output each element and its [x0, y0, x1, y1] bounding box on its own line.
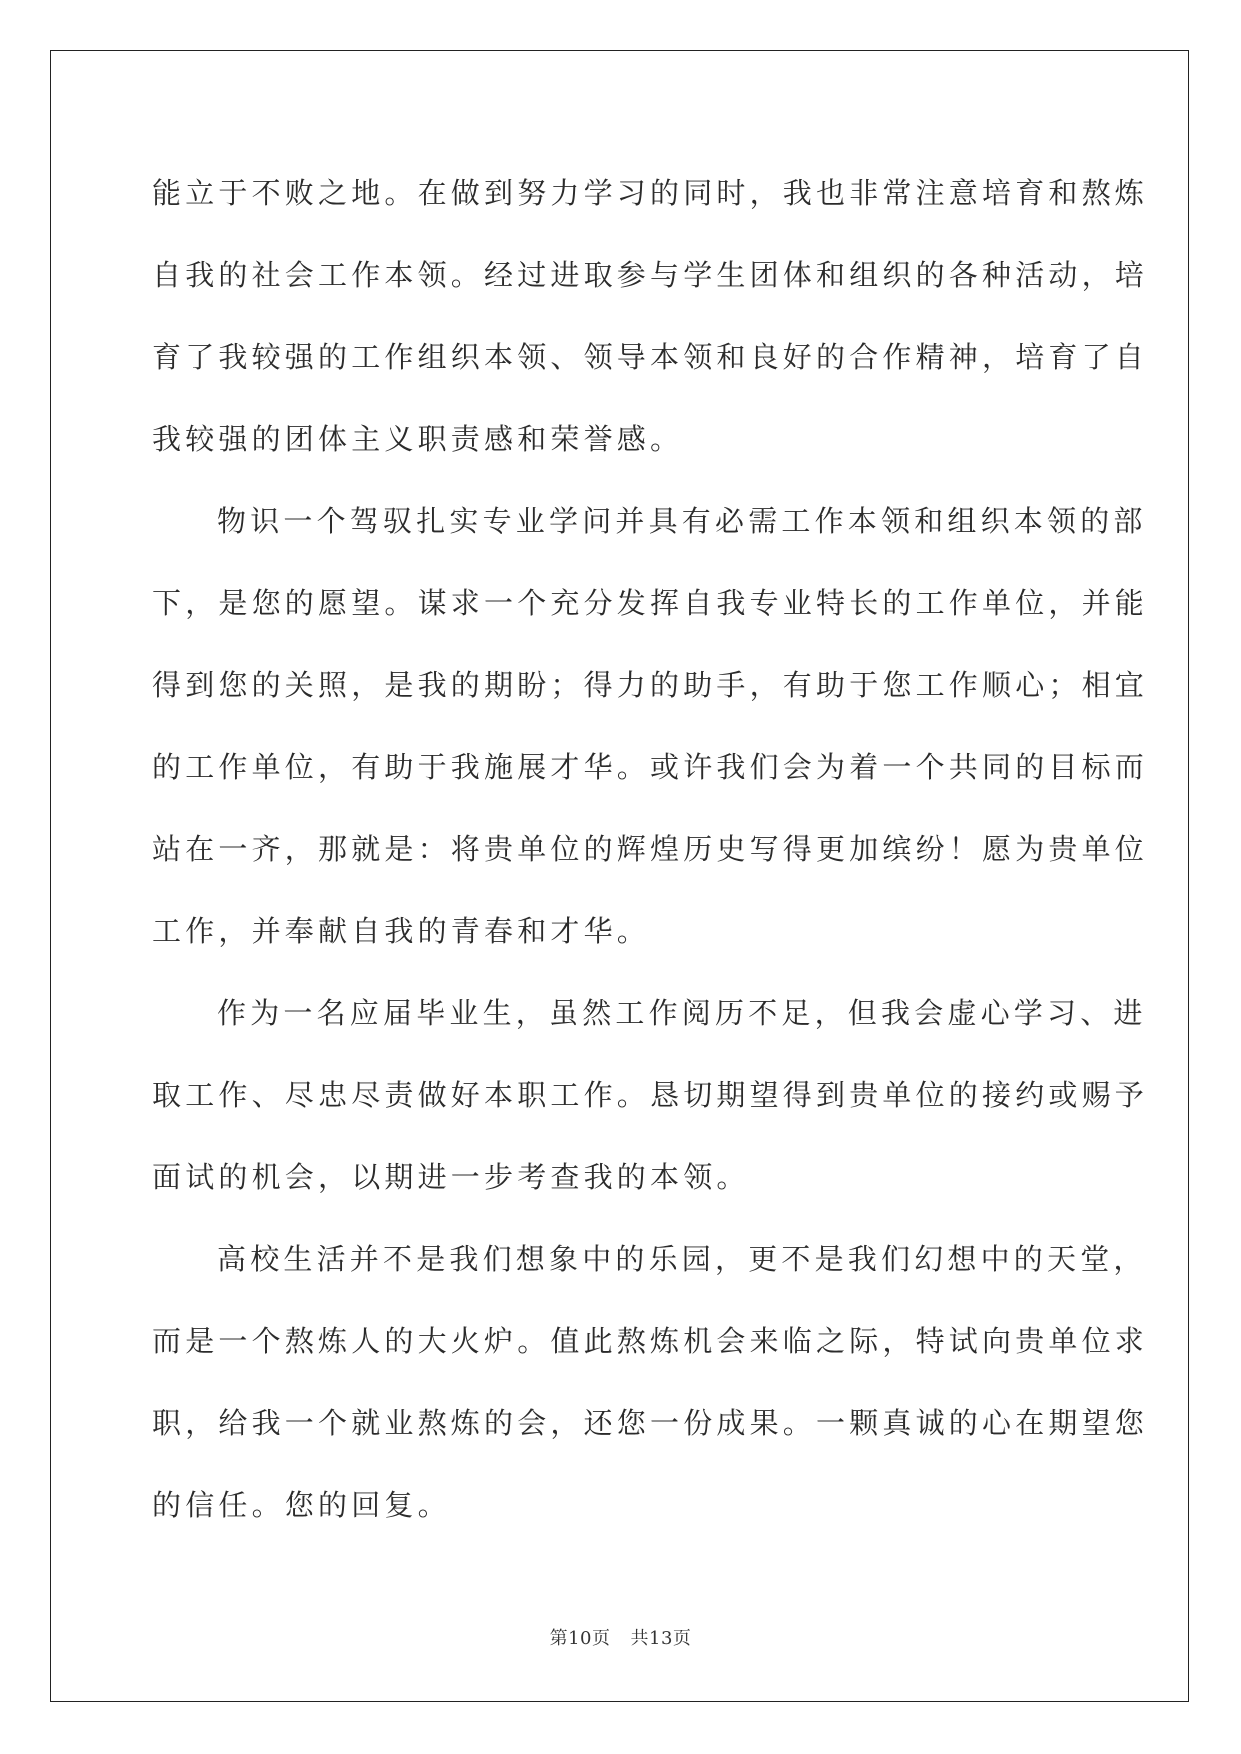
text-line: 取工作、尽忠尽责做好本职工作。恳切期望得到贵单位的接约或赐予	[152, 1078, 1149, 1112]
text-line: 的工作单位，有助于我施展才华。或许我们会为着一个共同的目标而	[152, 750, 1149, 784]
page-number-total: 共13页	[630, 1628, 692, 1649]
paragraph-4	[152, 1218, 1149, 1546]
text-line: 作为一名应届毕业生，虽然工作阅历不足，但我会虚心学习、进	[217, 996, 1147, 1030]
text-line: 下，是您的愿望。谋求一个充分发挥自我专业特长的工作单位，并能	[152, 586, 1149, 620]
text-line: 站在一齐，那就是：将贵单位的辉煌历史写得更加缤纷！愿为贵单位	[152, 832, 1149, 866]
paragraph-1	[152, 152, 1149, 480]
text-line: 面试的机会，以期进一步考查我的本领。	[152, 1160, 750, 1194]
text-line: 我较强的团体主义职责感和荣誉感。	[152, 422, 684, 456]
text-line: 物识一个驾驭扎实专业学问并具有必需工作本领和组织本领的部	[217, 504, 1147, 538]
text-line: 得到您的关照，是我的期盼；得力的助手，有助于您工作顺心；相宜	[152, 668, 1149, 702]
text-line: 高校生活并不是我们想象中的乐园，更不是我们幻想中的天堂，	[217, 1242, 1147, 1276]
text-line: 能立于不败之地。在做到努力学习的同时，我也非常注意培育和熬炼	[152, 176, 1149, 210]
page-footer	[0, 1624, 1241, 1650]
document-body	[152, 152, 1149, 1546]
paragraph-3	[152, 972, 1149, 1218]
text-line: 自我的社会工作本领。经过进取参与学生团体和组织的各种活动，培	[152, 258, 1149, 292]
page-number-current: 第10页	[549, 1628, 611, 1649]
paragraph-2	[152, 480, 1149, 972]
text-line: 而是一个熬炼人的大火炉。值此熬炼机会来临之际，特试向贵单位求	[152, 1324, 1149, 1358]
text-line: 工作，并奉献自我的青春和才华。	[152, 914, 651, 948]
text-line: 职，给我一个就业熬炼的会，还您一份成果。一颗真诚的心在期望您	[152, 1406, 1149, 1440]
text-line: 的信任。您的回复。	[152, 1488, 451, 1522]
text-line: 育了我较强的工作组织本领、领导本领和良好的合作精神，培育了自	[152, 340, 1149, 374]
